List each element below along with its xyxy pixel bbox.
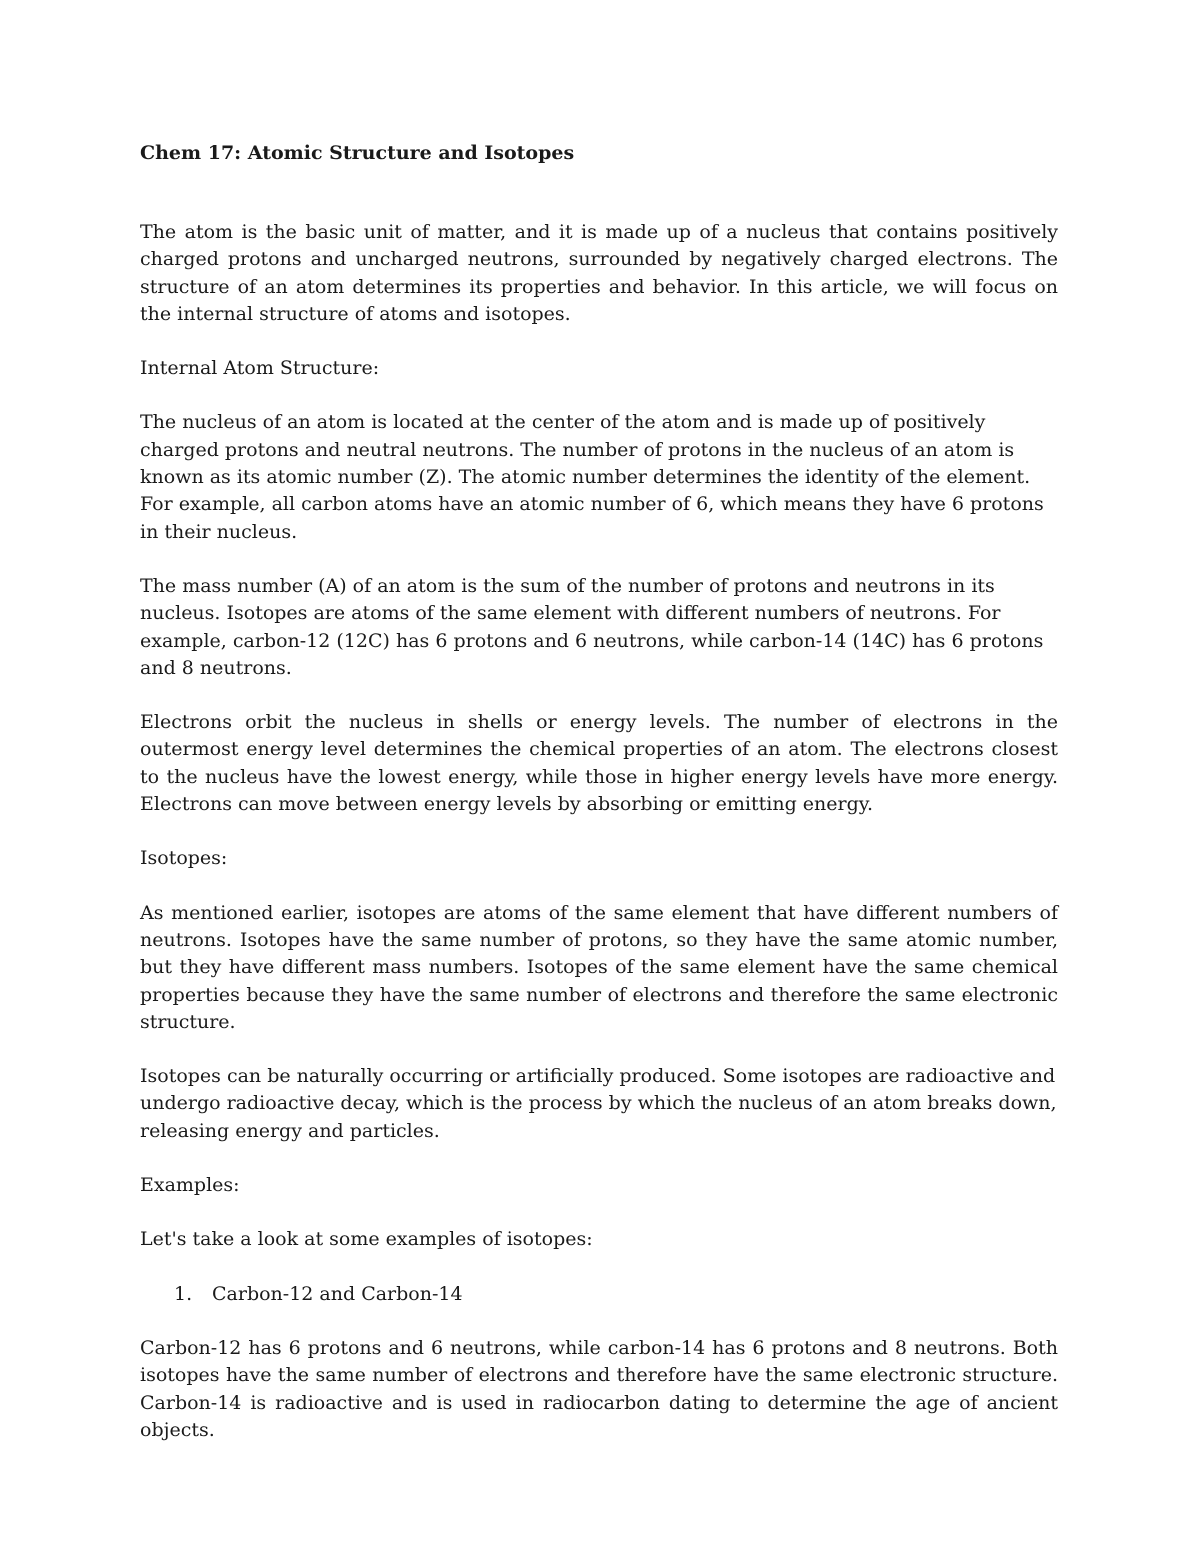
examples-list bbox=[140, 1281, 1058, 1308]
isotopes-paragraph: As mentioned earlier, isotopes are atoms of the same element that have different numbers of neutrons. Isotopes have the same number of protons, so they have the same atomic number, but they have different mass numbers. Isotopes of the same element have the same chemical properties because they have the same number of electrons and therefore the same electronic structure. bbox=[140, 901, 1058, 1033]
list-item-number: 1. bbox=[174, 1282, 193, 1305]
examples-intro-paragraph: Let's take a look at some examples of isotopes: bbox=[140, 1228, 593, 1251]
intro-paragraph: The atom is the basic unit of matter, and it is made up of a nucleus that contains positively charged protons and uncharged neutrons, surrounded by negatively charged electrons. The structure of an atom determines its properties and behavior. In this article, we will focus on the internal structure of atoms and isotopes. bbox=[140, 221, 1058, 325]
list-item bbox=[140, 1281, 1058, 1308]
section-heading-isotopes: Isotopes: bbox=[140, 847, 228, 870]
section-heading-internal-structure: Internal Atom Structure: bbox=[140, 357, 380, 380]
document-page bbox=[140, 140, 1058, 1471]
section-heading-examples: Examples: bbox=[140, 1174, 240, 1197]
nucleus-paragraph: The nucleus of an atom is located at the center of the atom and is made up of positively charged protons and neutral neutrons. The number of protons in the nucleus of an atom is known as its atomic number (Z). The atomic number determines the identity of the element. For example, all carbon atoms have an atomic number of 6, which means they have 6 protons in their nucleus. bbox=[140, 411, 1044, 543]
radioactive-paragraph: Isotopes can be naturally occurring or artificially produced. Some isotopes are radioactive and undergo radioactive decay, which is the process by which the nucleus of an atom breaks down, releasing energy and particles. bbox=[140, 1065, 1057, 1142]
list-item-text: Carbon-12 and Carbon-14 bbox=[212, 1282, 463, 1305]
mass-number-paragraph: The mass number (A) of an atom is the sum of the number of protons and neutrons in its nucleus. Isotopes are atoms of the same element with different numbers of neutrons. For example, carbon-12 (12C) has 6 protons and 6 neutrons, while carbon-14 (14C) has 6 protons and 8 neutrons. bbox=[140, 574, 1044, 679]
electrons-paragraph: Electrons orbit the nucleus in shells or energy levels. The number of electrons in the outermost energy level determines the chemical properties of an atom. The electrons closest to the nucleus have the lowest energy, while those in higher energy levels have more energy. Electrons can move between energy levels by absorbing or emitting energy. bbox=[140, 711, 1058, 816]
document-title: Chem 17: Atomic Structure and Isotopes bbox=[140, 142, 575, 164]
carbon-example-paragraph: Carbon-12 has 6 protons and 6 neutrons, while carbon-14 has 6 protons and 8 neutrons. Both isotopes have the same number of electrons and therefore have the same electronic structure. Carbon-14 is radioactive and is used in radiocarbon dating to determine the age of ancient objects. bbox=[140, 1336, 1058, 1441]
